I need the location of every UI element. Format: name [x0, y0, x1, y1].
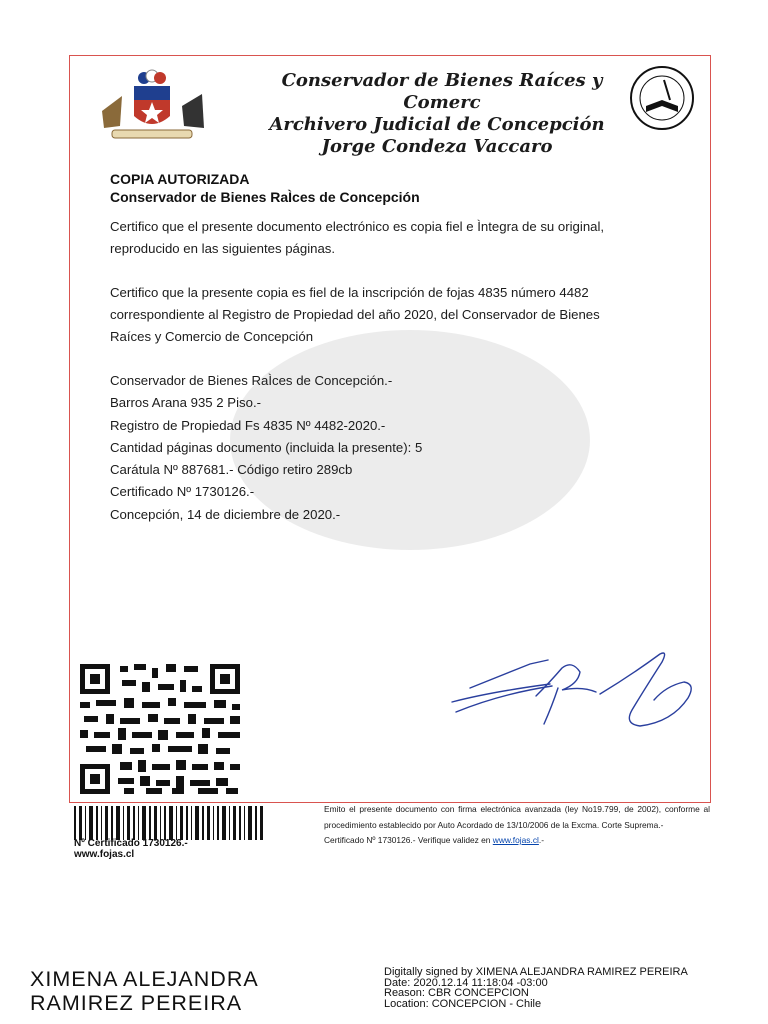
- handwritten-signature-icon: [440, 646, 710, 746]
- verify-line: [324, 833, 710, 849]
- barcode-site: www.fojas.cl: [74, 849, 135, 860]
- detail-registry: Registro de Propiedad Fs 4835 Nº 4482-2020.-: [110, 417, 386, 433]
- barcode-cert-number: Nº Certificado 1730126.-: [74, 838, 188, 849]
- signer-name-line-1: XIMENA ALEJANDRA: [30, 967, 259, 991]
- detail-certificado: Certificado Nº 1730126.-: [110, 484, 255, 500]
- verify-suffix: .-: [538, 835, 544, 846]
- detail-place-date: Concepción, 14 de diciembre de 2020.-: [110, 506, 341, 522]
- document-heading: [110, 170, 420, 206]
- verify-prefix: Certificado Nº 1730126.- Verifique validez en: [324, 835, 493, 846]
- certification-paragraph-1: Certifico que el presente documento electrónico es copia fiel e Ìntegra de su original, reproducido en las siguientes páginas.: [110, 219, 605, 256]
- detail-address: Barros Arana 935 2 Piso.-: [110, 395, 262, 411]
- digital-signature-block: [384, 967, 688, 1009]
- letterhead-line-archive: Archivero Judicial de Concepción: [269, 114, 605, 135]
- qr-code-icon: [80, 664, 244, 796]
- signature-date: Date: 2020.12.14 11:18:04 -03:00: [384, 976, 548, 989]
- letterhead-text: [269, 70, 622, 158]
- barcode-caption: [74, 838, 188, 860]
- certification-paragraph-2: Certifico que la presente copia es fiel de la inscripción de fojas 4835 número 4482 correspondiente al Registro de Propiedad del año 2020, del Conservador de Bienes Raíces y Comercio de Concepción: [110, 285, 600, 344]
- signer-name-line-2: RAMIREZ PEREIRA: [30, 990, 243, 1015]
- chile-coat-of-arms-icon: [102, 70, 204, 138]
- letterhead-line-name: Jorge Condeza Vaccaro: [321, 136, 553, 157]
- verify-link[interactable]: www.fojas.cl: [492, 835, 539, 846]
- emission-statement: [324, 802, 710, 849]
- document-title: COPIA AUTORIZADA: [110, 171, 250, 187]
- letterhead-line-office: Conservador de Bienes Raíces y Comerc: [281, 70, 603, 113]
- signature-location: Location: CONCEPCION - Chile: [384, 997, 542, 1010]
- signature-reason: Reason: CBR CONCEPCION: [384, 987, 529, 999]
- signed-by: Digitally signed by XIMENA ALEJANDRA RAMIREZ PEREIRA: [384, 966, 688, 978]
- detail-office: Conservador de Bienes RaÌces de Concepción.-: [110, 373, 393, 388]
- barcode-icon: [74, 806, 264, 840]
- signer-name: [30, 968, 259, 1015]
- book-seal-icon: [631, 67, 693, 129]
- detail-caratula: Carátula Nº 887681.- Código retiro 289cb: [110, 462, 353, 478]
- detail-pages: Cantidad páginas documento (incluida la presente): 5: [110, 439, 423, 455]
- certificate-details: [110, 370, 422, 526]
- emission-text: Emito el presente documento con firma electrónica avanzada (ley No19.799, de 2002), conforme al procedimiento establecido por Auto Acordado de 13/10/2006 de la Excma. Corte Suprema.-: [324, 804, 710, 830]
- document-subtitle: Conservador de Bienes RaÌces de Concepción: [110, 189, 420, 205]
